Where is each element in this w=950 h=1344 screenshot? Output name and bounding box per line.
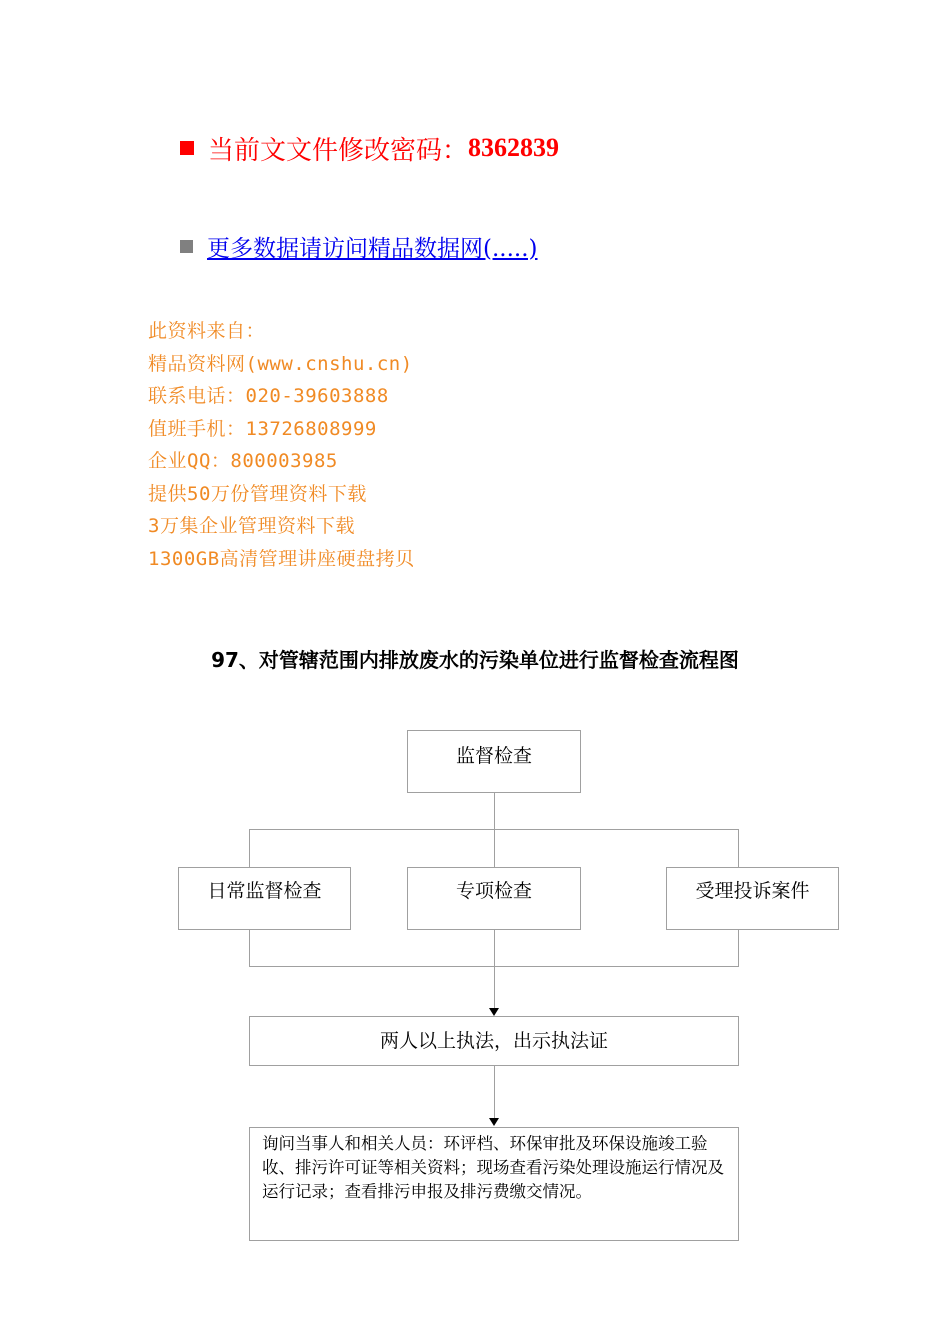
info-line: 此资料来自：: [148, 320, 266, 342]
link-line: [180, 228, 538, 264]
source-info-block: [148, 315, 415, 575]
flow-box-complaint-cases: 受理投诉案件: [666, 867, 839, 930]
red-square-bullet-icon: [180, 141, 194, 155]
info-line: 3万集企业管理资料下载: [148, 515, 355, 537]
password-label: 当前文文件修改密码：: [208, 135, 469, 166]
arrow-down-icon: [489, 1118, 499, 1126]
info-line: 精品资料网(www.cnshu.cn): [148, 352, 413, 375]
gray-square-bullet-icon: [180, 240, 193, 253]
info-line: 企业QQ：800003985: [148, 450, 338, 472]
info-line: 联系电话：020-39603888: [148, 385, 389, 407]
password-line: [180, 128, 559, 168]
flow-box-supervision-inspection: 监督检查: [407, 730, 581, 793]
connector-line: [249, 829, 739, 830]
info-line: 值班手机：13726808999: [148, 417, 377, 440]
connector-line: [494, 793, 495, 867]
connector-line: [494, 1066, 495, 1118]
password-code: 8362839: [468, 133, 560, 162]
flow-box-daily-inspection: 日常监督检查: [178, 867, 351, 930]
more-data-link[interactable]: 更多数据请访问精品数据网(.....): [207, 235, 538, 262]
flow-box-inquiry-details: 询问当事人和相关人员：环评档、环保审批及环保设施竣工验收、排污许可证等相关资料；现场查看污染处理设施运行情况及运行记录；查看排污申报及排污费缴交情况。: [249, 1127, 739, 1241]
info-line: 提供50万份管理资料下载: [148, 482, 367, 505]
info-line: 1300GB高清管理讲座硬盘拷贝: [148, 547, 415, 570]
connector-line: [494, 929, 495, 1009]
flow-box-special-inspection: 专项检查: [407, 867, 581, 930]
page-title: 97、对管辖范围内排放废水的污染单位进行监督检查流程图: [211, 648, 739, 672]
flow-box-two-officers: 两人以上执法，出示执法证: [249, 1016, 739, 1066]
arrow-down-icon: [489, 1008, 499, 1016]
